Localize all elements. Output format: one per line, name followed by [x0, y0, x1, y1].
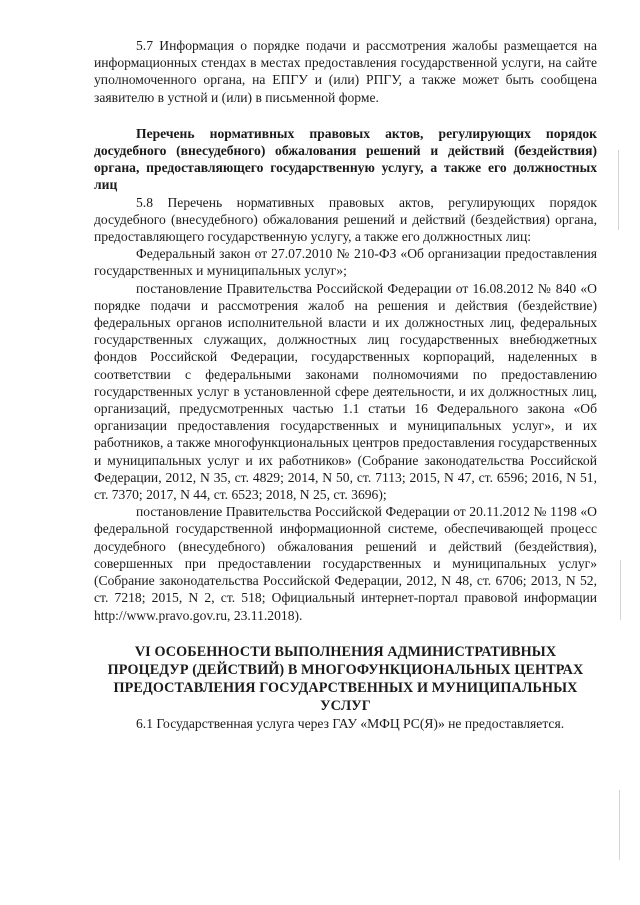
scan-edge-mark — [620, 560, 621, 620]
scan-edge-mark — [618, 150, 619, 230]
scan-edge-mark — [619, 790, 620, 860]
paragraph-5-8: 5.8 Перечень нормативных правовых актов, регулирующих порядок досудебного (внесудебного) обжалования решений и действий (бездействия) органа, предоставляющего государственную услугу, а также его должностных лиц: — [94, 194, 597, 245]
heading-legal-acts-list: Перечень нормативных правовых актов, регулирующих порядок досудебного (внесудебного) обжалования решений и действий (бездействия) органа, предоставляющего государственную услугу, а также его должностных лиц — [94, 125, 597, 193]
section-6-title: VI ОСОБЕННОСТИ ВЫПОЛНЕНИЯ АДМИНИСТРАТИВНЫХ ПРОЦЕДУР (ДЕЙСТВИЙ) В МНОГОФУНКЦИОНАЛЬНЫХ ЦЕНТРАХ ПРЕДОСТАВЛЕНИЯ ГОСУДАРСТВЕННЫХ И МУНИЦИПАЛЬНЫХ УСЛУГ — [107, 643, 584, 714]
paragraph-5-7: 5.7 Информация о порядке подачи и рассмотрения жалобы размещается на информационных стендах в местах предоставления государственной услуги, на сайте уполномоченного органа, на ЕПГУ и (или) РПГУ, а также может быть сообщена заявителю в устной и (или) в письменной форме. — [94, 38, 597, 105]
paragraph-6-1: 6.1 Государственная услуга через ГАУ «МФЦ РС(Я)» не предоставляется. — [136, 715, 565, 731]
law-210-fz: Федеральный закон от 27.07.2010 № 210-ФЗ «Об организации предоставления государственных и муниципальных услуг»; — [94, 246, 597, 279]
document-body — [94, 37, 597, 732]
decree-1198: постановление Правительства Российской Федерации от 20.11.2012 № 1198 «О федеральной государственной информационной системе, обеспечивающей процесс досудебного (внесудебного) обжалования решений и действий (бездействия), совершенных при предоставлении государственных и муниципальных услуг» (Собрание законодательства Российской Федерации, 2012, N 48, ст. 6706; 2013, N 52, ст. 7218; 2015, N 2, ст. 518; Официальный интернет-портал правовой информации http://www.pravo.gov.ru, 23.11.2018). — [94, 504, 597, 623]
decree-840: постановление Правительства Российской Федерации от 16.08.2012 № 840 «О порядке подачи и рассмотрения жалоб на решения и действия (бездействие) федеральных органов исполнительной власти и их должностных лиц, федеральных государственных служащих, должностных лиц государственных внебюджетных фондов Российской Федерации, государственных корпораций, наделенных в соответствии с федеральными законами полномочиями по предоставлению государственных услуг в установленной сфере деятельности, и их должностных лиц, организаций, предусмотренных частью 1.1 статьи 16 Федерального закона «Об организации предоставления государственных и муниципальных услуг», и их работников, а также многофункциональных центров предоставления государственных и муниципальных услуг и их работников» (Собрание законодательства Российской Федерации, 2012, N 35, ст. 4829; 2014, N 50, ст. 7113; 2015, N 47, ст. 6596; 2016, N 51, ст. 7370; 2017, N 44, ст. 6523; 2018, N 25, ст. 3696); — [94, 280, 597, 503]
